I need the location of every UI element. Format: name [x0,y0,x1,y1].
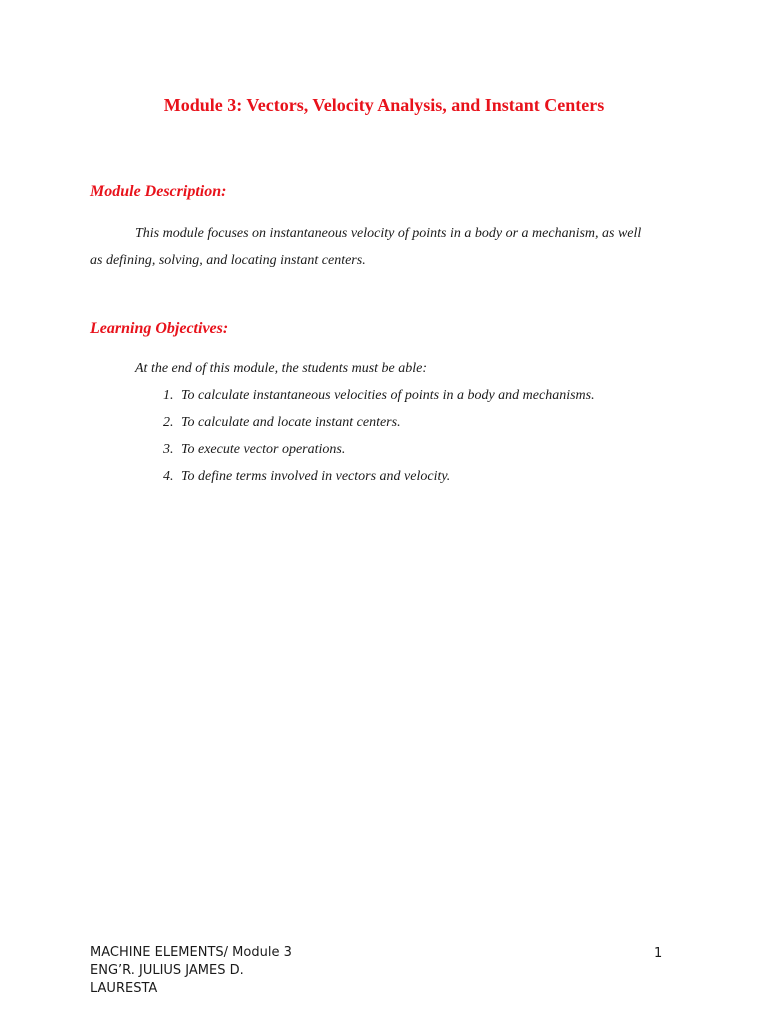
page-title: Module 3: Vectors, Velocity Analysis, and Instant Centers [163,95,605,115]
objectives-intro: At the end of this module, the students must be able: [135,361,428,376]
objective-number: 2. [163,415,174,430]
footer-line: ENG’R. JULIUS JAMES D. [90,963,244,978]
objective-item [163,413,595,440]
objective-item [163,386,595,413]
objective-number: 3. [163,442,174,457]
objective-text: To execute vector operations. [181,442,346,457]
objective-text: To calculate instantaneous velocities of points in a body and mechanisms. [181,388,595,403]
page-number: 1 [654,946,663,961]
footer-course-info [90,944,292,998]
learning-objectives-heading: Learning Objectives: [90,320,229,337]
objective-item [163,467,595,494]
objectives-list [163,386,595,494]
objective-number: 1. [163,388,174,403]
objective-text: To calculate and locate instant centers. [181,415,401,430]
objective-text: To define terms involved in vectors and velocity. [181,469,451,484]
objective-item [163,440,595,467]
module-description-text: This module focuses on instantaneous velocity of points in a body or a mechanism, as well as defining, solving, and locating instant centers. [90,226,642,268]
module-description-heading: Module Description: [90,183,227,200]
objective-number: 4. [163,469,174,484]
footer-line: MACHINE ELEMENTS/ Module 3 [90,945,292,960]
footer-line: LAURESTA [90,981,158,996]
